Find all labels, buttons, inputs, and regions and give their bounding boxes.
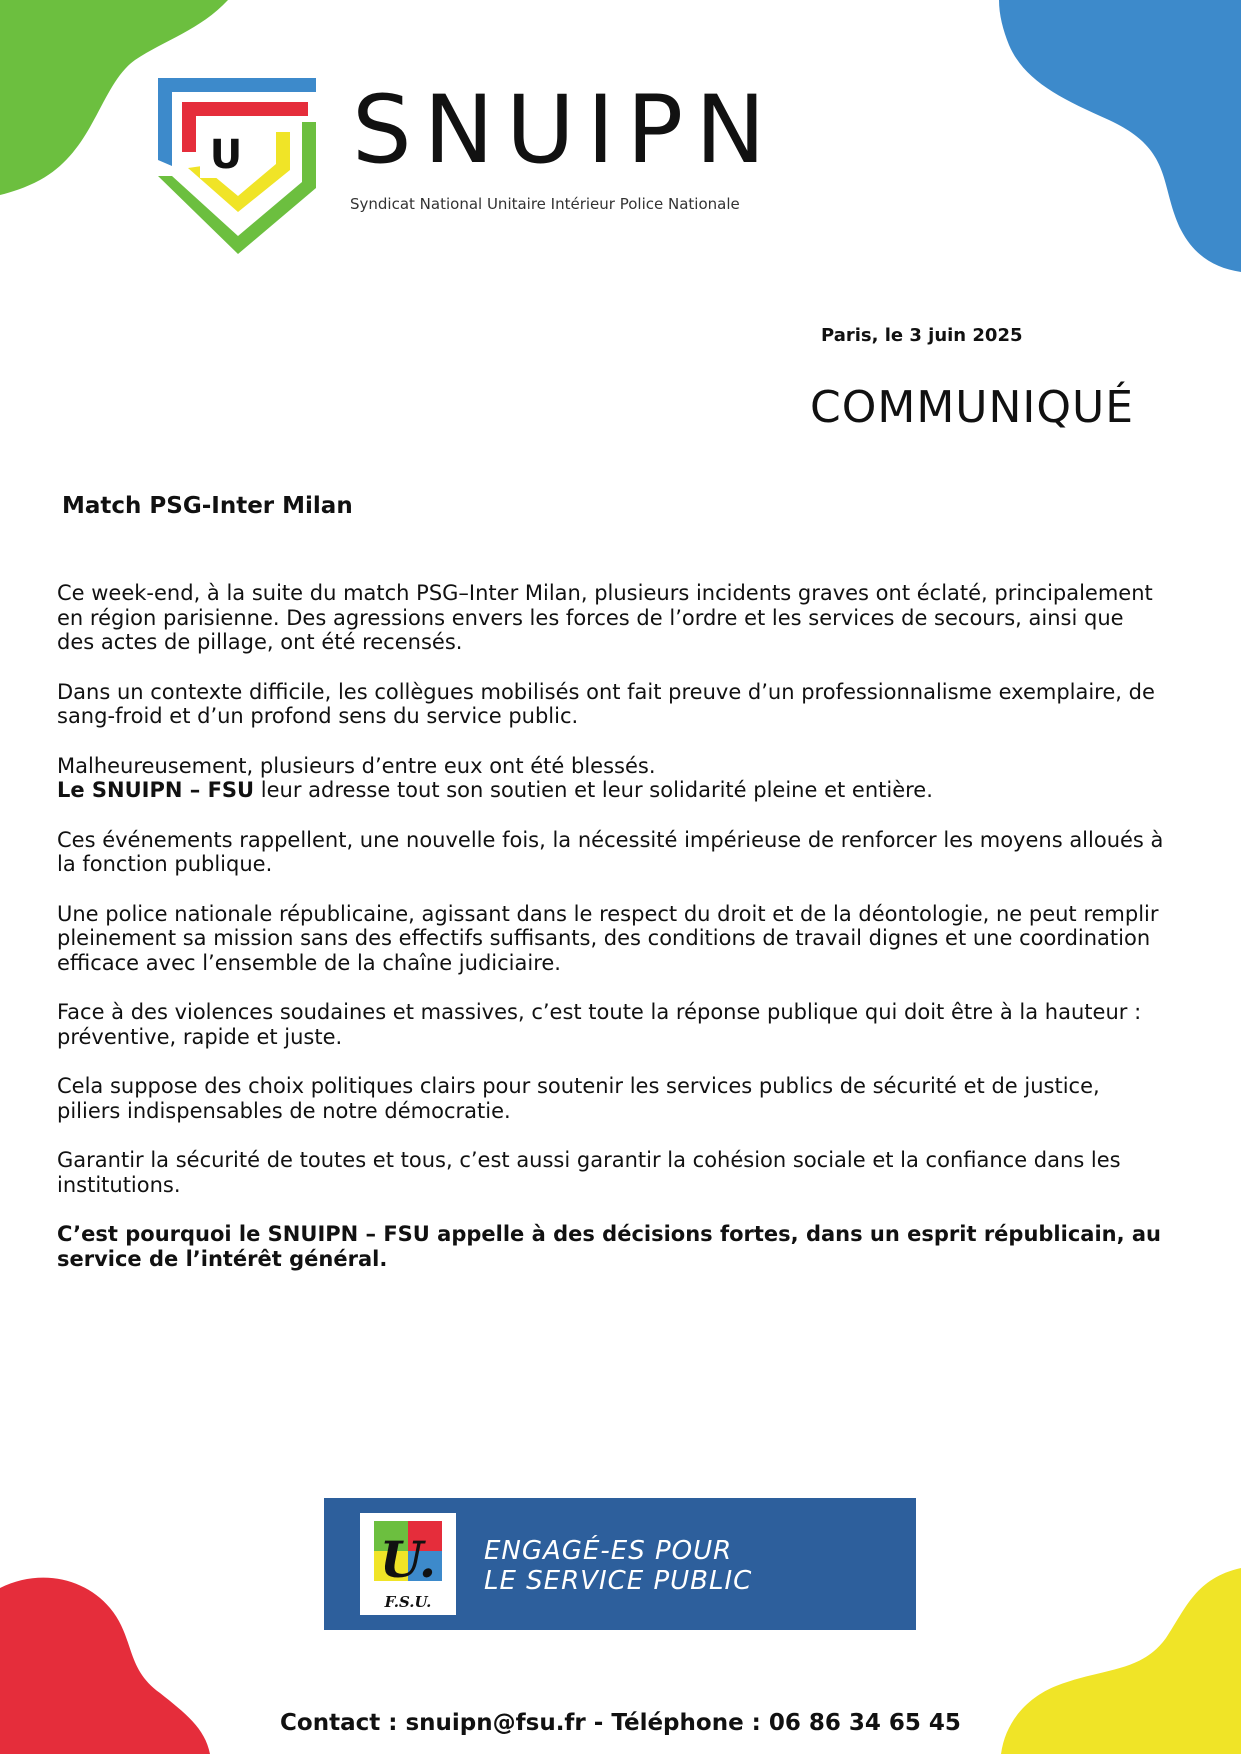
fsu-logo (360, 1513, 456, 1615)
paragraph-7: Cela suppose des choix politiques clairs pour soutenir les services publics de sécurité et de justice, piliers indispensables de notre démocratie. (57, 1074, 1100, 1123)
closing-statement: C’est pourquoi le SNUIPN – FSU appelle à des décisions fortes, dans un esprit républicain, au service de l’intérêt général. (57, 1222, 1162, 1271)
banner-slogan-line-1: ENGAGÉ-ES POUR (484, 1536, 733, 1566)
fsu-logo-caption: F.S.U. (384, 1593, 432, 1611)
paragraph-3-rest: leur adresse tout son soutien et leur solidarité pleine et entière. (254, 778, 933, 802)
banner-slogan-line-2: LE SERVICE PUBLIC (484, 1566, 753, 1596)
paragraph-4: Ces événements rappellent, une nouvelle fois, la nécessité impérieuse de renforcer les moyens alloués à la fonction publique. (57, 827, 1164, 876)
paragraph-1: Ce week-end, à la suite du match PSG–Inter Milan, plusieurs incidents graves ont éclaté, principalement en région parisienne. Des agressions envers les forces de l’ordre et les services de secours, ainsi que des actes de pillage, ont été recensés. (57, 581, 1153, 654)
subject-heading: Match PSG-Inter Milan (62, 493, 353, 519)
date-line: Paris, le 3 juin 2025 (821, 325, 1023, 346)
banner-slogan (484, 1536, 752, 1596)
paragraph-5: Une police nationale républicaine, agissant dans le respect du droit et de la déontologie, ne peut remplir pleinement sa mission sans des effectifs suffisants, des conditions de travail dignes et une coordination efficace avec l’ensemble de la chaîne judiciaire. (57, 901, 1159, 975)
fsu-logo-graphic (360, 1513, 456, 1615)
org-name: SNUIPN (352, 76, 778, 185)
corner-blob-blue (999, 0, 1241, 272)
snuipn-shield-logo (158, 78, 318, 254)
paragraph-2: Dans un contexte difficile, les collègues mobilisés ont fait preuve d’un professionnalisme exemplaire, de sang-froid et d’un profond sens du service public. (57, 679, 1155, 728)
org-subtitle: Syndicat National Unitaire Intérieur Police Nationale (350, 195, 740, 213)
logo-letter: U (209, 132, 243, 178)
document-type-title: COMMUNIQUÉ (810, 382, 1135, 433)
paragraph-3 (57, 754, 1167, 803)
contact-footer: Contact : snuipn@fsu.fr - Téléphone : 06 86 34 65 45 (280, 1710, 961, 1736)
paragraph-3-line-1: Malheureusement, plusieurs d’entre eux ont été blessés. (57, 753, 656, 778)
fsu-logo-letter: U. (379, 1530, 437, 1589)
paragraph-8: Garantir la sécurité de toutes et tous, c’est aussi garantir la cohésion sociale et la confiance dans les institutions. (57, 1148, 1121, 1197)
paragraph-3-bold: Le SNUIPN – FSU (57, 778, 255, 802)
paragraph-6: Face à des violences soudaines et massives, c’est toute la réponse publique qui doit être à la hauteur : préventive, rapide et juste. (57, 1000, 1142, 1049)
communique-body (57, 581, 1167, 1296)
fsu-banner (324, 1498, 916, 1630)
